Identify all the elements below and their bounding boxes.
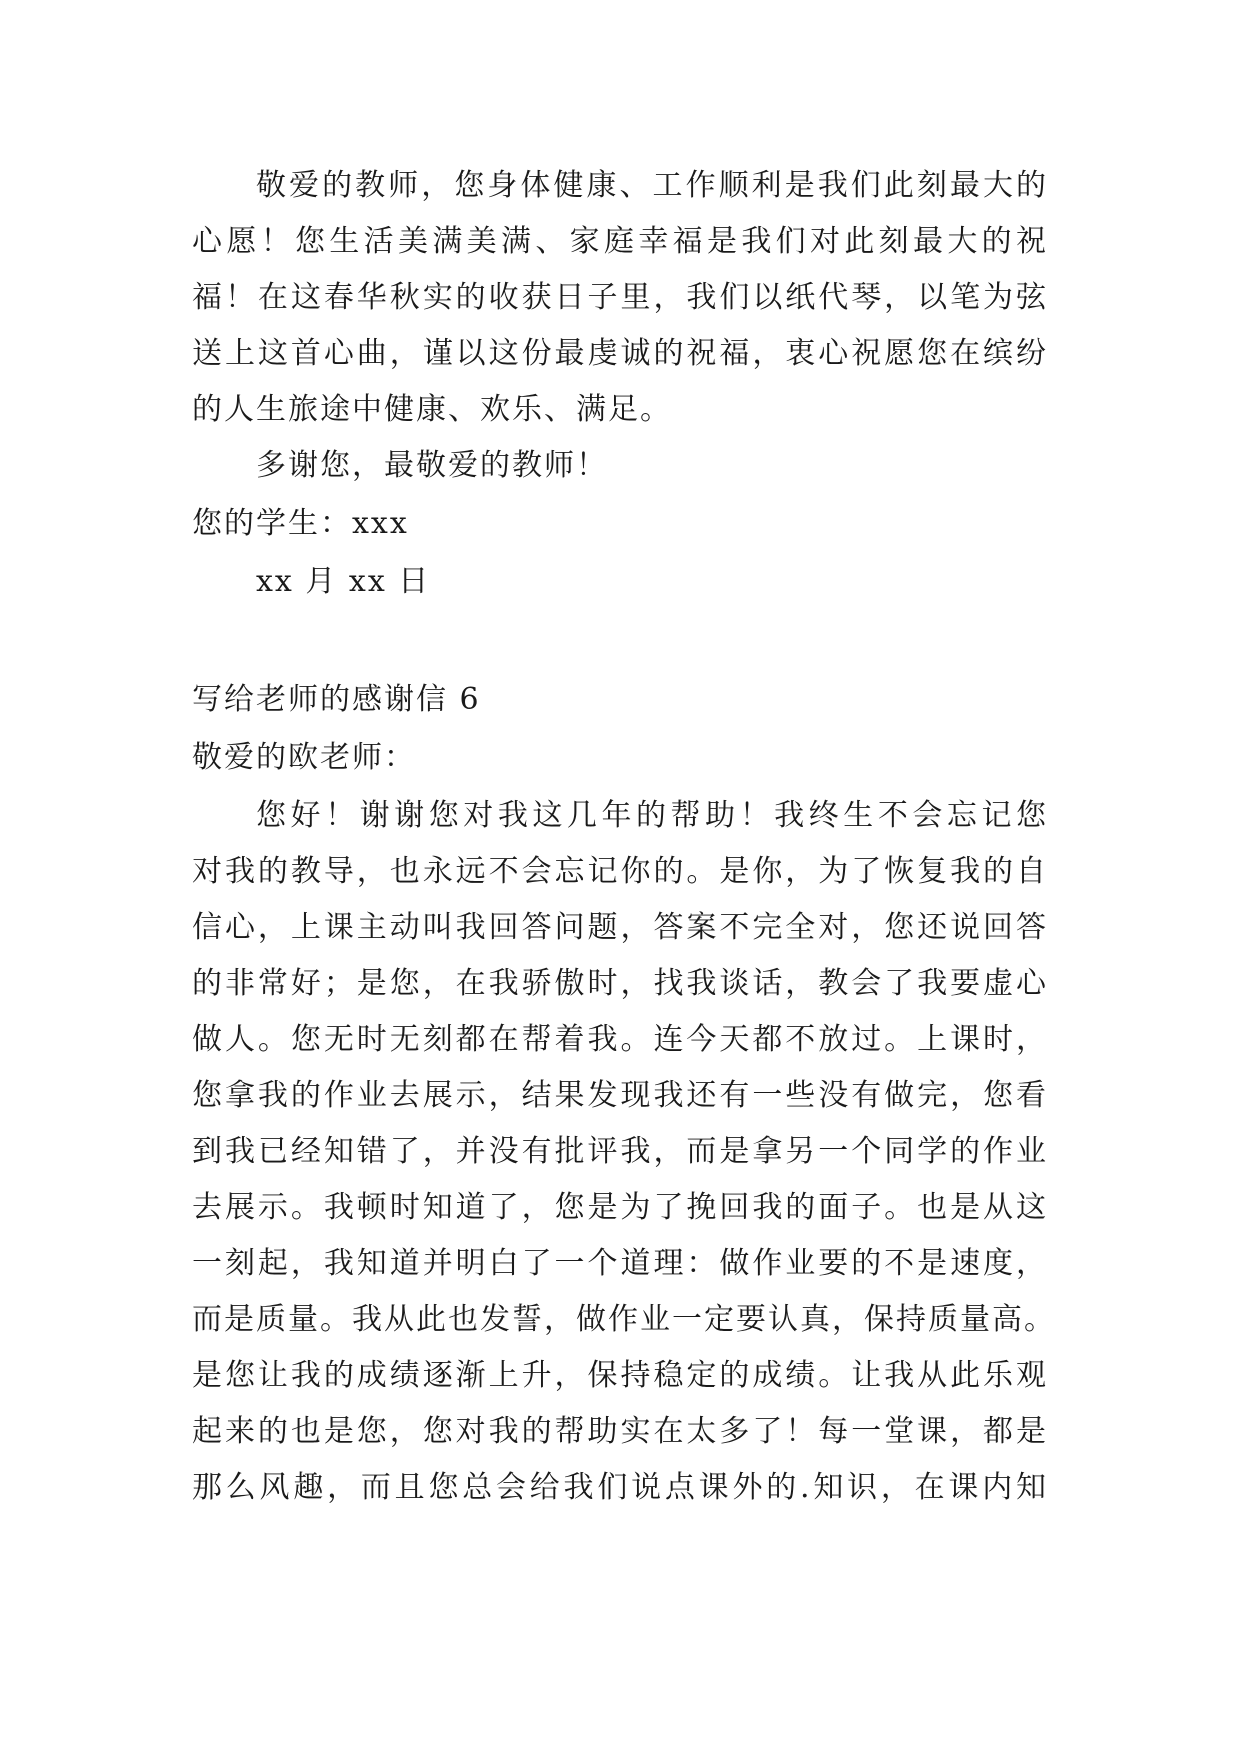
date-line: xx 月 xx 日 (256, 564, 431, 599)
letter-title: 写给老师的感谢信 6 (192, 682, 481, 717)
paragraph-line: 去展示。我顿时知道了，您是为了挽回我的面子。也是从这 (192, 1190, 1048, 1225)
paragraph-line: 是您让我的成绩逐渐上升，保持稳定的成绩。让我从此乐观 (192, 1358, 1048, 1393)
paragraph-line: 一刻起，我知道并明白了一个道理：做作业要的不是速度， (192, 1246, 1048, 1281)
paragraph-line: 信心，上课主动叫我回答问题，答案不完全对，您还说回答 (192, 910, 1048, 945)
paragraph-line: 的非常好；是您，在我骄傲时，找我谈话，教会了我要虚心 (192, 966, 1048, 1001)
paragraph-line: 送上这首心曲，谨以这份最虔诚的祝福，衷心祝愿您在缤纷 (192, 336, 1048, 371)
paragraph-line: 您好！谢谢您对我这几年的帮助！我终生不会忘记您 (256, 798, 1048, 833)
greeting: 敬爱的欧老师： (192, 740, 416, 775)
paragraph-line: 而是质量。我从此也发誓，做作业一定要认真，保持质量高。 (192, 1302, 1056, 1337)
paragraph-line: 敬爱的教师，您身体健康、工作顺利是我们此刻最大的 (256, 168, 1048, 203)
paragraph-line: 的人生旅途中健康、欢乐、满足。 (192, 392, 672, 427)
paragraph-line: 福！在这春华秋实的收获日子里，我们以纸代琴，以笔为弦 (192, 280, 1048, 315)
paragraph-line: 您拿我的作业去展示，结果发现我还有一些没有做完，您看 (192, 1078, 1048, 1113)
paragraph-line: 心愿！您生活美满美满、家庭幸福是我们对此刻最大的祝 (192, 224, 1048, 259)
paragraph-line: 对我的教导，也永远不会忘记你的。是你，为了恢复我的自 (192, 854, 1048, 889)
paragraph-line: 起来的也是您，您对我的帮助实在太多了！每一堂课，都是 (192, 1414, 1048, 1449)
paragraph-line: 做人。您无时无刻都在帮着我。连今天都不放过。上课时， (192, 1022, 1048, 1057)
thanks-line: 多谢您，最敬爱的教师！ (256, 448, 608, 483)
paragraph-line: 到我已经知错了，并没有批评我，而是拿另一个同学的作业 (192, 1134, 1048, 1169)
signature: 您的学生：xxx (192, 506, 409, 541)
paragraph-line: 那么风趣，而且您总会给我们说点课外的.知识，在课内知 (192, 1470, 1048, 1505)
